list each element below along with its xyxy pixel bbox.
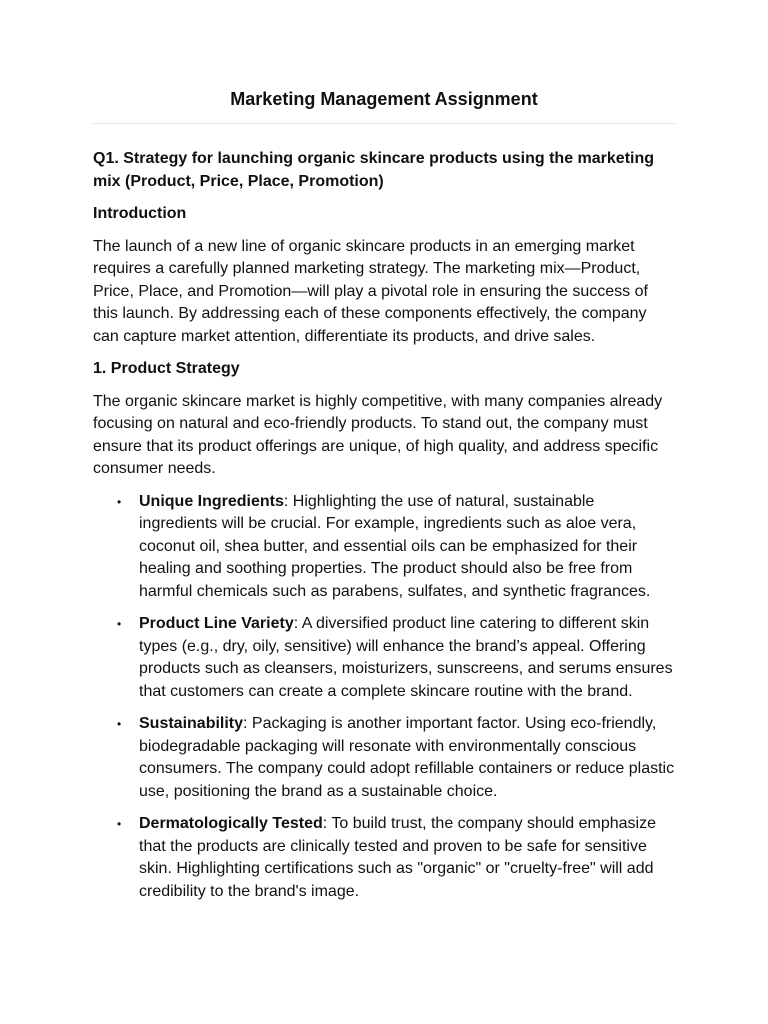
bullet-text: : To build trust, the company should emphasize that the products are clinically tested and proven to be safe for sensitive skin. Highlighting certifications such as "organic" or "cruelty-free" will add credibility to the brand's image. — [139, 815, 656, 900]
bullet-term: Unique Ingredients — [139, 492, 284, 510]
bullet-item-dermatologically-tested — [93, 813, 675, 903]
bullet-item-sustainability — [93, 713, 675, 803]
document-body — [93, 148, 675, 913]
question-heading: Q1. Strategy for launching organic skincare products using the marketing mix (Product, Price, Place, Promotion) — [93, 150, 655, 190]
product-strategy-bullet-list — [93, 491, 675, 904]
bullet-item-product-line-variety — [93, 613, 675, 703]
bullet-icon: • — [117, 617, 122, 631]
intro-heading: Introduction — [93, 205, 187, 222]
bullet-icon: • — [117, 717, 122, 731]
intro-paragraph: The launch of a new line of organic skincare products in an emerging market requires a carefully planned marketing strategy. The marketing mix—Product, Price, Place, and Promotion—will play a pivotal role in ensuring the success of this launch. By addressing each of these components effectively, the company can capture market attention, differentiate its products, and drive sales. — [93, 237, 648, 345]
product-strategy-paragraph: The organic skincare market is highly competitive, with many companies already focusing on natural and eco-friendly products. To stand out, the company must ensure that its product offerings are unique, of high quality, and address specific consumer needs. — [93, 392, 663, 477]
bullet-text: : A diversified product line catering to different skin types (e.g., dry, oily, sensitive) will enhance the brand’s appeal. Offering products such as cleansers, moisturizers, sunscreens, and serums ensures that customers can create a complete skincare routine with the brand. — [139, 615, 673, 700]
bullet-item-unique-ingredients — [93, 491, 675, 604]
bullet-text: : Packaging is another important factor. Using eco-friendly, biodegradable packaging will resonate with environmentally conscious consumers. The company could adopt refillable containers or reduce plastic use, positioning the brand as a sustainable choice. — [139, 715, 675, 800]
bullet-icon: • — [117, 817, 122, 831]
section-heading-product-strategy: 1. Product Strategy — [93, 360, 240, 377]
bullet-term: Product Line Variety — [139, 615, 294, 632]
bullet-term: Dermatologically Tested — [139, 815, 323, 832]
document-title: Marketing Management Assignment — [230, 89, 538, 109]
bullet-icon: • — [117, 494, 122, 509]
bullet-text: : Highlighting the use of natural, sustainable ingredients will be crucial. For example, ingredients such as aloe vera, coconut oil, shea butter, and essential oils can be emphasized for their healing and soothing properties. The product should also be free from harmful chemicals such as parabens, sulfates, and synthetic fragrances. — [139, 492, 651, 600]
title-divider — [93, 123, 675, 124]
bullet-term: Sustainability — [139, 715, 244, 732]
